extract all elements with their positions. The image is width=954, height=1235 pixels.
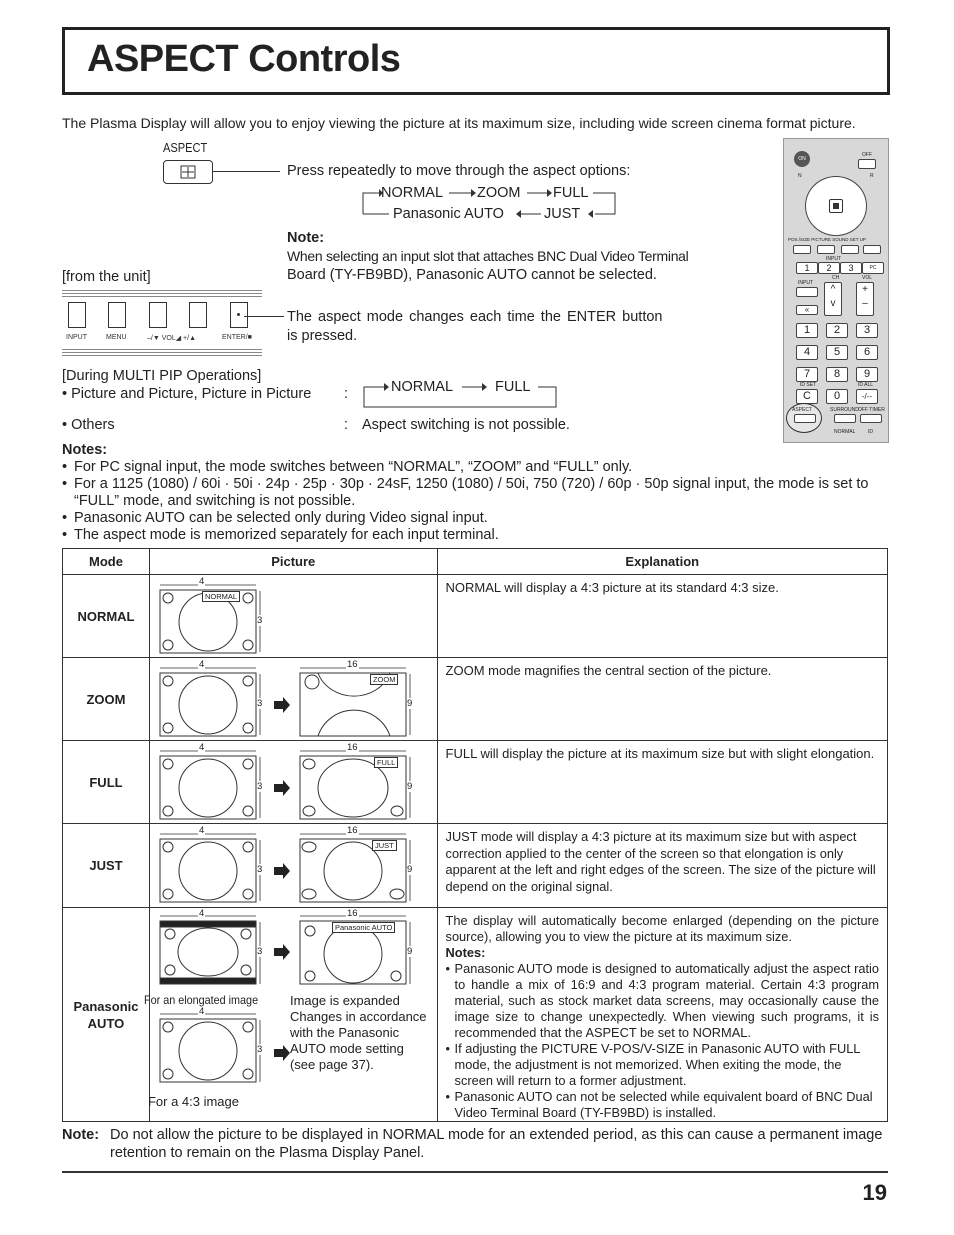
explanation-cell: NORMAL will display a 4:3 picture at its standard 4:3 size. bbox=[437, 575, 887, 658]
table-row bbox=[63, 824, 888, 908]
height-label-wide: 9 bbox=[406, 864, 413, 875]
remote-key-input-2: 2 bbox=[818, 262, 840, 274]
height-label: 3 bbox=[256, 698, 263, 709]
expanded-caption: Image is expanded Changes in accordance with the Panasonic AUTO mode setting (see page 37). bbox=[289, 993, 427, 1072]
mode-cell: JUST bbox=[63, 824, 150, 908]
height-label-wide: 9 bbox=[406, 698, 413, 709]
unit-input-label: INPUT bbox=[66, 334, 87, 341]
remote-key-input-3: 3 bbox=[840, 262, 862, 274]
remote-input-button bbox=[796, 287, 818, 297]
note-item: • Panasonic AUTO can be selected only during Video signal input. bbox=[62, 510, 888, 527]
auto-notes-heading: Notes: bbox=[445, 945, 486, 960]
picture-cell bbox=[149, 575, 437, 658]
height-label-wide: 9 bbox=[406, 781, 413, 792]
unit-input-button bbox=[68, 302, 86, 328]
multi-pip-item1: • Picture and Picture, Picture in Picture bbox=[62, 386, 312, 402]
note-text-1: When selecting an input slot that attaches BNC Dual Video Terminal bbox=[287, 248, 689, 264]
leader-line bbox=[212, 171, 280, 172]
table-row bbox=[63, 908, 888, 1122]
width-label: 4 bbox=[198, 825, 205, 836]
unit-menu-button bbox=[108, 302, 126, 328]
title-box bbox=[62, 27, 890, 95]
remote-id-label: ID bbox=[868, 429, 873, 435]
note-heading: Note: bbox=[287, 230, 325, 246]
auto-explanation: The display will automatically become enlarged (depending on the picture source), allowing you to view the picture at its maximum size. bbox=[445, 913, 879, 944]
picture-cell bbox=[143, 908, 437, 1122]
footnote bbox=[62, 1126, 888, 1162]
notes-section bbox=[62, 442, 888, 544]
remote-dpad-center bbox=[829, 199, 843, 213]
note-text-2: Board (TY-FB9BD), Panasonic AUTO cannot be selected. bbox=[287, 267, 657, 283]
remote-key-3: 3 bbox=[856, 323, 878, 338]
width-label-43: 4 bbox=[198, 1006, 205, 1017]
enter-text-2: is pressed. bbox=[287, 328, 358, 344]
remote-off-timer-button bbox=[860, 414, 882, 423]
footer-rule bbox=[62, 1171, 888, 1173]
notes-heading: Notes: bbox=[62, 442, 108, 458]
multi-pip-colon-2: : bbox=[344, 417, 349, 433]
remote-key-0: 0 bbox=[826, 389, 848, 404]
unit-vol-up-button bbox=[189, 302, 207, 328]
remote-key-1: 1 bbox=[796, 323, 818, 338]
footnote-text: Do not allow the picture to be displayed in NORMAL mode for an extended period, as this can cause a permanent image retention to remain on the Plasma Display Panel. bbox=[110, 1127, 883, 1161]
mode-tag: FULL bbox=[374, 757, 398, 768]
unit-control-panel bbox=[62, 290, 262, 356]
note-item: • For PC signal input, the mode switches between “NORMAL”, “ZOOM” and “FULL” only. bbox=[62, 459, 888, 476]
width-label-wide: 16 bbox=[346, 825, 358, 836]
mode-tag: Panasonic AUTO bbox=[332, 922, 395, 933]
mode-cell bbox=[63, 908, 150, 1122]
mode-tag: JUST bbox=[372, 840, 397, 851]
intro-text: The Plasma Display will allow you to enjoy viewing the picture at its maximum size, including wide screen cinema format picture. bbox=[62, 115, 856, 131]
remote-off-timer-label: OFF TIMER bbox=[858, 407, 885, 413]
multi-pip-item2: • Others bbox=[62, 417, 115, 433]
header-explanation: Explanation bbox=[437, 549, 887, 575]
explanation-cell bbox=[437, 908, 887, 1122]
note-item: • The aspect mode is memorized separately for each input terminal. bbox=[62, 527, 888, 544]
page-number: 19 bbox=[862, 1180, 887, 1205]
picture-cell bbox=[149, 824, 437, 908]
remote-control-image bbox=[783, 138, 889, 443]
width-label-wide: 16 bbox=[346, 659, 358, 670]
aspect-button bbox=[163, 160, 213, 184]
picture-cell bbox=[149, 741, 437, 824]
remote-key-2: 2 bbox=[826, 323, 848, 338]
remote-return-button: « bbox=[796, 305, 818, 315]
press-text: Press repeatedly to move through the aspect options: bbox=[287, 163, 631, 179]
multi-pip-colon-1: : bbox=[344, 386, 349, 402]
remote-off-label: OFF bbox=[862, 152, 872, 158]
remote-key-4: 4 bbox=[796, 345, 818, 360]
remote-normal-label: NORMAL bbox=[834, 429, 856, 435]
remote-surround-button bbox=[834, 414, 856, 423]
remote-id-all-label: ID ALL bbox=[858, 382, 874, 388]
remote-vol-rocker: + – bbox=[856, 282, 874, 316]
unit-vol-label: –/▼ VOL◢ +/▲ bbox=[147, 335, 197, 342]
remote-aspect-button bbox=[794, 414, 816, 423]
remote-input-btn-label: INPUT bbox=[798, 280, 813, 286]
remote-key-6: 6 bbox=[856, 345, 878, 360]
height-label-wide: 9 bbox=[406, 946, 413, 957]
enter-text-1: The aspect mode changes each time the ENTER button bbox=[287, 309, 663, 325]
aspect-icon bbox=[164, 161, 212, 183]
remote-ch-rocker: ^ v bbox=[824, 282, 842, 316]
auto-note-item: • If adjusting the PICTURE V-POS/V-SIZE in Panasonic AUTO with FULL mode, the adjustment is not memorized. When exiting the mode, the screen will return to a former adjustment. bbox=[446, 1041, 879, 1089]
height-label: 3 bbox=[256, 864, 263, 875]
cycle-panasonic-auto: Panasonic AUTO bbox=[393, 206, 504, 222]
full-diagram bbox=[150, 741, 438, 823]
width-label: 4 bbox=[198, 742, 205, 753]
remote-surround-label: SURROUND bbox=[830, 407, 859, 413]
remote-r-label: R bbox=[870, 173, 874, 179]
zoom-diagram bbox=[150, 658, 438, 740]
cycle-normal: NORMAL bbox=[381, 185, 444, 201]
remote-key-input-1: 1 bbox=[796, 262, 818, 274]
explanation-cell: JUST mode will display a 4:3 picture at its maximum size but with aspect correction applied to the center of the screen so that elongation is only apparent at the left and right edges of the screen. The size of the picture will depend on the original signal. bbox=[437, 824, 887, 908]
mode-cell: ZOOM bbox=[63, 658, 150, 741]
mode-tag: ZOOM bbox=[370, 674, 399, 685]
width-label: 4 bbox=[198, 576, 205, 587]
remote-key-dash: -/-- bbox=[856, 389, 878, 404]
aspect-button-label: ASPECT bbox=[163, 140, 208, 155]
remote-id-set-label: ID SET bbox=[800, 382, 817, 388]
note-item: • For a 1125 (1080) / 60i · 50i · 24p · 25p · 30p · 24sF, 1250 (1080) / 50i, 750 (720) / 60p · 50p signal input, the mode is set to “FULL” mode, and switching is not possible. bbox=[62, 476, 888, 510]
height-label-43: 3 bbox=[256, 1044, 263, 1055]
remote-ch-label: CH bbox=[832, 275, 840, 281]
aspect-modes-table bbox=[62, 548, 888, 1122]
mode-cell: NORMAL bbox=[63, 575, 150, 658]
auto-note-item: • Panasonic AUTO can not be selected while equivalent board of BNC Dual Video Terminal Board (TY-FB9BD) is installed. bbox=[446, 1089, 879, 1121]
remote-n-label: N bbox=[798, 173, 802, 179]
cycle-full: FULL bbox=[553, 185, 589, 201]
remote-dpad bbox=[805, 176, 867, 236]
width-label-wide: 16 bbox=[346, 908, 358, 919]
table-row bbox=[63, 741, 888, 824]
mode-line-2: AUTO bbox=[87, 1015, 125, 1031]
elongated-caption: For an elongated image bbox=[143, 993, 259, 1007]
table-row bbox=[63, 658, 888, 741]
remote-aspect-label: ASPECT bbox=[792, 407, 813, 413]
remote-vol-label: VOL bbox=[862, 275, 873, 281]
explanation-cell: ZOOM mode magnifies the central section of the picture. bbox=[437, 658, 887, 741]
remote-key-pc: PC bbox=[862, 262, 884, 274]
normal-diagram bbox=[150, 575, 438, 657]
pip-cycle-normal: NORMAL bbox=[391, 379, 454, 395]
picture-cell bbox=[149, 658, 437, 741]
page-title: ASPECT Controls bbox=[87, 38, 401, 80]
remote-row-labels: POS./SIZE PICTURE SOUND SET UP bbox=[788, 237, 866, 242]
mode-line-1: Panasonic bbox=[73, 998, 139, 1014]
remote-key-7: 7 bbox=[796, 367, 818, 382]
pip-cycle-full: FULL bbox=[495, 379, 531, 395]
header-picture: Picture bbox=[149, 549, 437, 575]
remote-input-label: INPUT bbox=[826, 256, 841, 262]
multi-pip-heading: [During MULTI PIP Operations] bbox=[62, 368, 262, 384]
remote-key-8: 8 bbox=[826, 367, 848, 382]
remote-key-c: C bbox=[796, 389, 818, 404]
remote-menu-row bbox=[793, 245, 879, 253]
multi-pip-item2-text: Aspect switching is not possible. bbox=[362, 417, 570, 433]
explanation-cell: FULL will display the picture at its maximum size but with slight elongation. bbox=[437, 741, 887, 824]
remote-off-button bbox=[858, 159, 876, 169]
unit-enter-button bbox=[230, 302, 248, 328]
table-row bbox=[63, 575, 888, 658]
width-label: 4 bbox=[198, 659, 205, 670]
height-label: 3 bbox=[256, 781, 263, 792]
just-diagram bbox=[150, 824, 438, 907]
height-label: 3 bbox=[256, 615, 263, 626]
auto-note-item: • Panasonic AUTO mode is designed to automatically adjust the aspect ratio to handle a mix of 16:9 and 4:3 program material. Certain 4:3 program material, such as stock market data screens, may occasionally cause the image size to change unexpectedly. When viewing such programs, it is recommended that the ASPECT be set to NORMAL. bbox=[446, 961, 879, 1041]
width-label: 4 bbox=[198, 908, 205, 919]
remote-on-button: ON bbox=[794, 151, 810, 167]
ratio43-caption: For a 4:3 image bbox=[147, 1094, 239, 1109]
width-label-wide: 16 bbox=[346, 742, 358, 753]
unit-menu-label: MENU bbox=[106, 334, 127, 341]
mode-tag: NORMAL bbox=[202, 591, 240, 602]
from-unit-label: [from the unit] bbox=[62, 269, 151, 285]
mode-cell: FULL bbox=[63, 741, 150, 824]
leader-line-2 bbox=[244, 316, 284, 317]
height-label: 3 bbox=[256, 946, 263, 957]
cycle-just: JUST bbox=[544, 206, 581, 222]
cycle-zoom: ZOOM bbox=[477, 185, 521, 201]
footnote-label: Note: bbox=[62, 1127, 100, 1143]
remote-key-9: 9 bbox=[856, 367, 878, 382]
remote-key-5: 5 bbox=[826, 345, 848, 360]
unit-enter-label: ENTER/■ bbox=[222, 334, 252, 341]
header-mode: Mode bbox=[63, 549, 150, 575]
unit-vol-down-button bbox=[149, 302, 167, 328]
